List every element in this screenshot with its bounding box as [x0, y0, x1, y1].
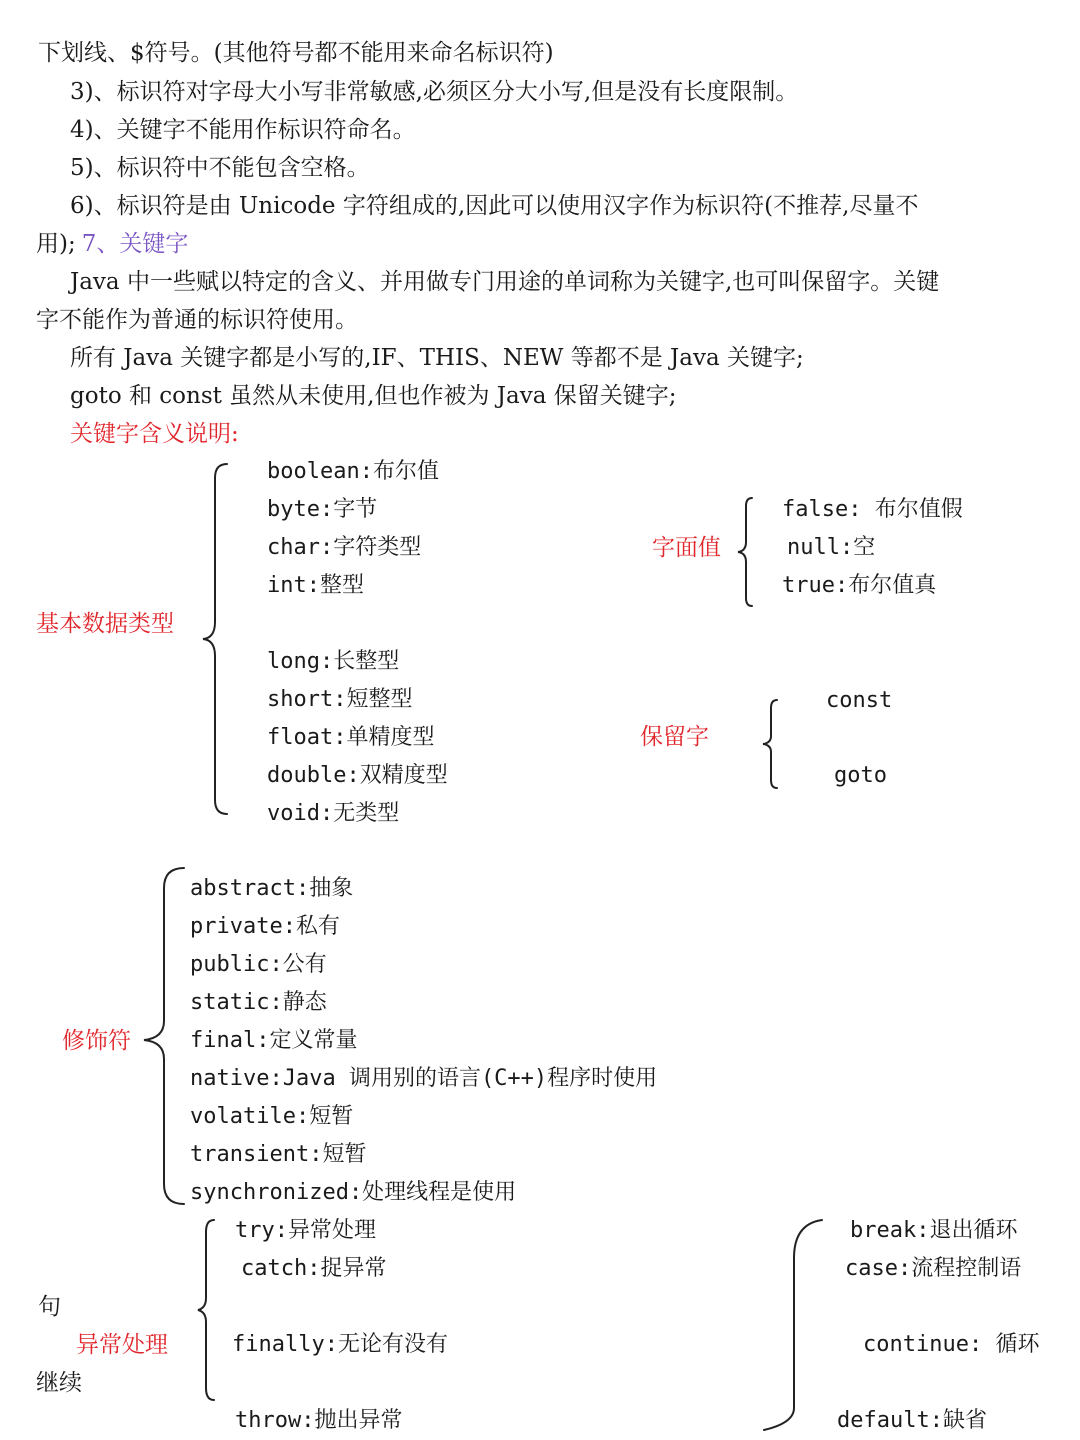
brace-icon — [196, 1218, 220, 1402]
brace-icon — [140, 866, 190, 1206]
list-item: null:空 — [787, 535, 876, 560]
group-label-literals: 字面值 — [652, 535, 721, 561]
text-fragment: 句 — [38, 1294, 61, 1320]
text-fragment: 继续 — [36, 1370, 82, 1396]
group-label-reserved: 保留字 — [640, 724, 709, 750]
text-line: 下划线、$符号。(其他符号都不能用来命名标识符) — [38, 40, 554, 66]
list-item: goto — [834, 763, 887, 788]
group-label-primitive-types: 基本数据类型 — [36, 611, 174, 637]
text-fragment: 用); — [36, 231, 76, 257]
brace-icon — [760, 1218, 830, 1440]
list-item: abstract:抽象 — [190, 876, 354, 901]
list-item: native:Java 调用别的语言(C++)程序时使用 — [190, 1066, 658, 1091]
list-item: break:退出循环 — [850, 1218, 1018, 1243]
list-item: byte:字节 — [267, 497, 378, 522]
brace-icon — [205, 462, 235, 816]
section-heading: 7、关键字 — [81, 231, 189, 257]
list-item: continue: 循环 — [863, 1332, 1040, 1357]
list-item: final:定义常量 — [190, 1028, 358, 1053]
text-line: 3)、标识符对字母大小写非常敏感,必须区分大小写,但是没有长度限制。 — [70, 79, 799, 105]
text-line — [36, 229, 188, 259]
list-item: static:静态 — [190, 990, 327, 1015]
list-item: const — [826, 688, 893, 713]
text-line: goto 和 const 虽然从未使用,但也作被为 Java 保留关键字; — [70, 383, 677, 409]
text-line: 5)、标识符中不能包含空格。 — [70, 155, 370, 181]
list-item: throw:抛出异常 — [235, 1408, 403, 1433]
text-line: 6)、标识符是由 Unicode 字符组成的,因此可以使用汉字作为标识符(不推荐,尽量不 — [70, 193, 919, 219]
text-line: 字不能作为普通的标识符使用。 — [36, 307, 358, 333]
list-item: volatile:短暂 — [190, 1104, 354, 1129]
list-item: default:缺省 — [837, 1408, 987, 1433]
list-item: void:无类型 — [267, 801, 400, 826]
list-item: double:双精度型 — [267, 763, 448, 788]
list-item: catch:捉异常 — [241, 1256, 387, 1281]
brace-icon — [738, 496, 758, 608]
brace-icon — [763, 698, 783, 790]
list-item: synchronized:处理线程是使用 — [190, 1180, 517, 1205]
list-item: long:长整型 — [267, 649, 400, 674]
list-item: float:单精度型 — [267, 725, 435, 750]
group-label-exceptions: 异常处理 — [76, 1332, 168, 1358]
list-item: true:布尔值真 — [782, 573, 937, 598]
list-item: false: 布尔值假 — [782, 497, 963, 522]
text-line: 4)、关键字不能用作标识符命名。 — [70, 117, 416, 143]
subsection-heading: 关键字含义说明: — [70, 421, 239, 447]
list-item: boolean:布尔值 — [267, 459, 439, 484]
list-item: char:字符类型 — [267, 535, 422, 560]
list-item: private:私有 — [190, 914, 340, 939]
list-item: short:短整型 — [267, 687, 413, 712]
list-item: public:公有 — [190, 952, 327, 977]
list-item: int:整型 — [267, 573, 364, 598]
text-line: 所有 Java 关键字都是小写的,IF、THIS、NEW 等都不是 Java 关键字; — [70, 345, 804, 371]
list-item: transient:短暂 — [190, 1142, 367, 1167]
text-line: Java 中一些赋以特定的含义、并用做专门用途的单词称为关键字,也可叫保留字。关键 — [70, 269, 940, 295]
list-item: finally:无论有没有 — [232, 1332, 448, 1357]
list-item: case:流程控制语 — [845, 1256, 1022, 1281]
group-label-modifiers: 修饰符 — [62, 1028, 131, 1054]
list-item: try:异常处理 — [235, 1218, 376, 1243]
